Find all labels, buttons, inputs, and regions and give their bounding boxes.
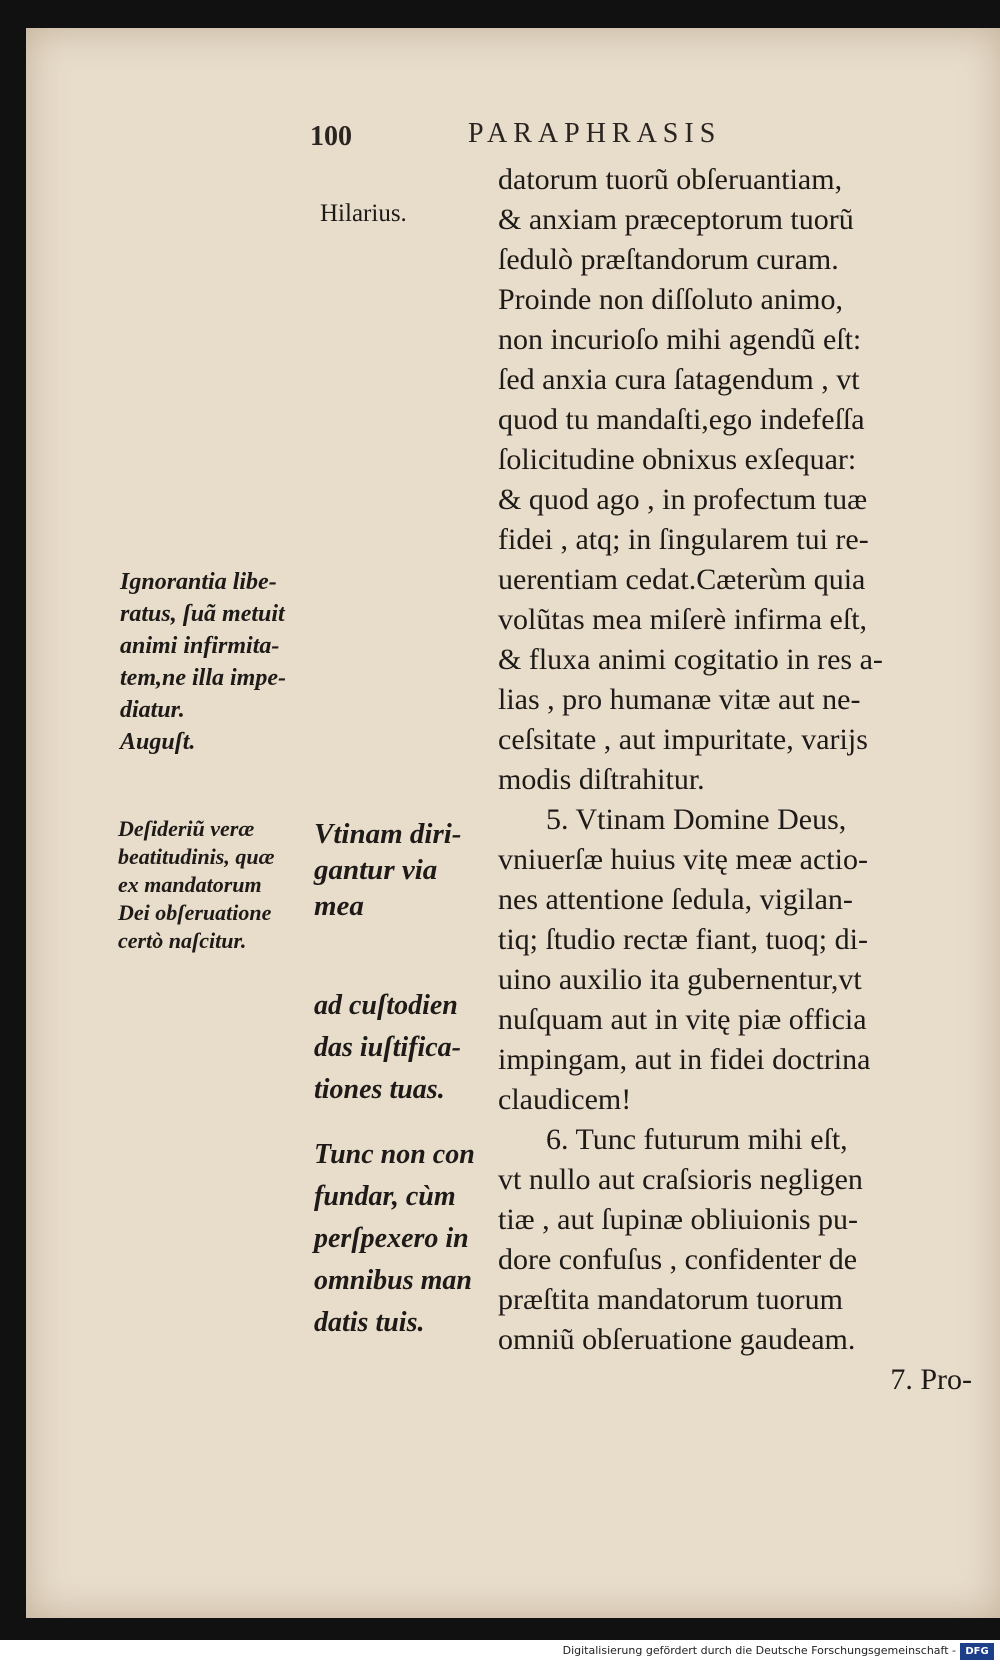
margin-note-line: beatitudinis, quæ (118, 844, 275, 869)
margin-note-line: tem,ne illa impe- (120, 665, 286, 691)
body-line: tiæ , aut ſupinæ obliuionis pu- (498, 1203, 859, 1236)
body-line: non incurioſo mihi agendũ eſt: (498, 323, 862, 356)
margin-note-line: certò naſcitur. (118, 928, 247, 953)
main-text-column (498, 160, 976, 1400)
body-line: datorum tuorũ obſeruantiam, (498, 163, 843, 196)
body-line: vniuerſæ huius vitę meæ actio- (498, 843, 868, 876)
footer-bar (0, 1640, 1000, 1665)
body-line: omniũ obſeruatione gaudeam. (498, 1323, 856, 1356)
margin-note-line: Tunc non con (314, 1139, 475, 1170)
body-line: fidei , atq; in ſingularem tui re- (498, 523, 869, 556)
margin-quote-utinam (314, 816, 461, 924)
margin-note-line: Deſideriũ veræ (118, 816, 255, 841)
body-line: ſed anxia cura ſatagendum , vt (498, 363, 860, 396)
body-line: volũtas mea miſerè infirma eſt, (498, 603, 868, 636)
margin-note-ignorantia (120, 566, 286, 758)
margin-note-line: ratus, ſuã metuit (120, 601, 285, 627)
body-line: claudicem! (498, 1083, 632, 1116)
margin-note-line: ad cuſtodien (314, 990, 458, 1021)
margin-note-line: datis tuis. (314, 1307, 425, 1338)
body-line: & quod ago , in profectum tuæ (498, 483, 868, 516)
running-head: PARAPHRASIS (468, 118, 722, 149)
margin-note-line: Ignorantia libe- (120, 569, 277, 595)
margin-note-line: ex mandatorum (118, 872, 262, 897)
body-line: & anxiam præceptorum tuorũ (498, 203, 854, 236)
margin-note-line: Vtinam diri- (314, 818, 462, 850)
margin-note-line: gantur via (314, 854, 438, 886)
body-line: & fluxa animi cogitatio in res a- (498, 643, 883, 676)
margin-note-line: das iuſtifica- (314, 1032, 461, 1063)
margin-quote-tunc-non-confundar (314, 1134, 475, 1344)
digitization-credit: Digitalisierung gefördert durch die Deutsche Forschungsgemeinschaft - (562, 1644, 956, 1657)
margin-note-line: perſpexero in (314, 1223, 469, 1254)
body-line: vt nullo aut craſsioris negligen (498, 1163, 863, 1196)
body-line: nuſquam aut in vitę piæ officia (498, 1003, 867, 1036)
body-line: ſedulò præſtandorum curam. (498, 243, 839, 276)
margin-note-line: Auguſt. (120, 729, 196, 755)
margin-note-line: Hilarius. (320, 200, 407, 227)
margin-note-hilarius (320, 200, 407, 228)
body-line: Proinde non diſſoluto animo, (498, 283, 843, 316)
margin-note-line: mea (314, 890, 364, 922)
margin-note-line: animi infirmita- (120, 633, 280, 659)
body-line: impingam, aut in fidei doctrina (498, 1043, 871, 1076)
body-line: lias , pro humanæ vitæ aut ne- (498, 683, 861, 716)
margin-note-line: Dei obſeruatione (118, 900, 272, 925)
body-line: modis diſtrahitur. (498, 763, 705, 796)
body-line: dore confuſus , confidenter de (498, 1243, 858, 1276)
margin-note-desiderium (118, 815, 274, 955)
catchword: 7. Pro- (890, 1363, 972, 1396)
body-line: ſolicitudine obnixus exſequar: (498, 443, 857, 476)
verse-5-start: 5. Vtinam Domine Deus, (546, 803, 847, 836)
body-line: tiq; ſtudio rectæ fiant, tuoq; di- (498, 923, 868, 956)
margin-quote-ad-custodiendas (314, 985, 461, 1111)
body-line: præſtita mandatorum tuorum (498, 1283, 843, 1316)
margin-note-line: diatur. (120, 697, 185, 723)
margin-note-line: omnibus man (314, 1265, 472, 1296)
verse-6-start: 6. Tunc futurum mihi eſt, (546, 1123, 848, 1156)
margin-note-line: fundar, cùm (314, 1181, 456, 1212)
body-line: nes attentione ſedula, vigilan- (498, 883, 853, 916)
margin-note-line: tiones tuas. (314, 1074, 445, 1105)
body-line: uerentiam cedat.Cæterùm quia (498, 563, 866, 596)
body-line: quod tu mandaſti,ego indefeſſa (498, 403, 865, 436)
page-number: 100 (310, 121, 352, 152)
body-line: ceſsitate , aut impuritate, varijs (498, 723, 868, 756)
body-line: uino auxilio ita gubernentur,vt (498, 963, 862, 996)
dfg-logo-icon: DFG (960, 1643, 994, 1660)
